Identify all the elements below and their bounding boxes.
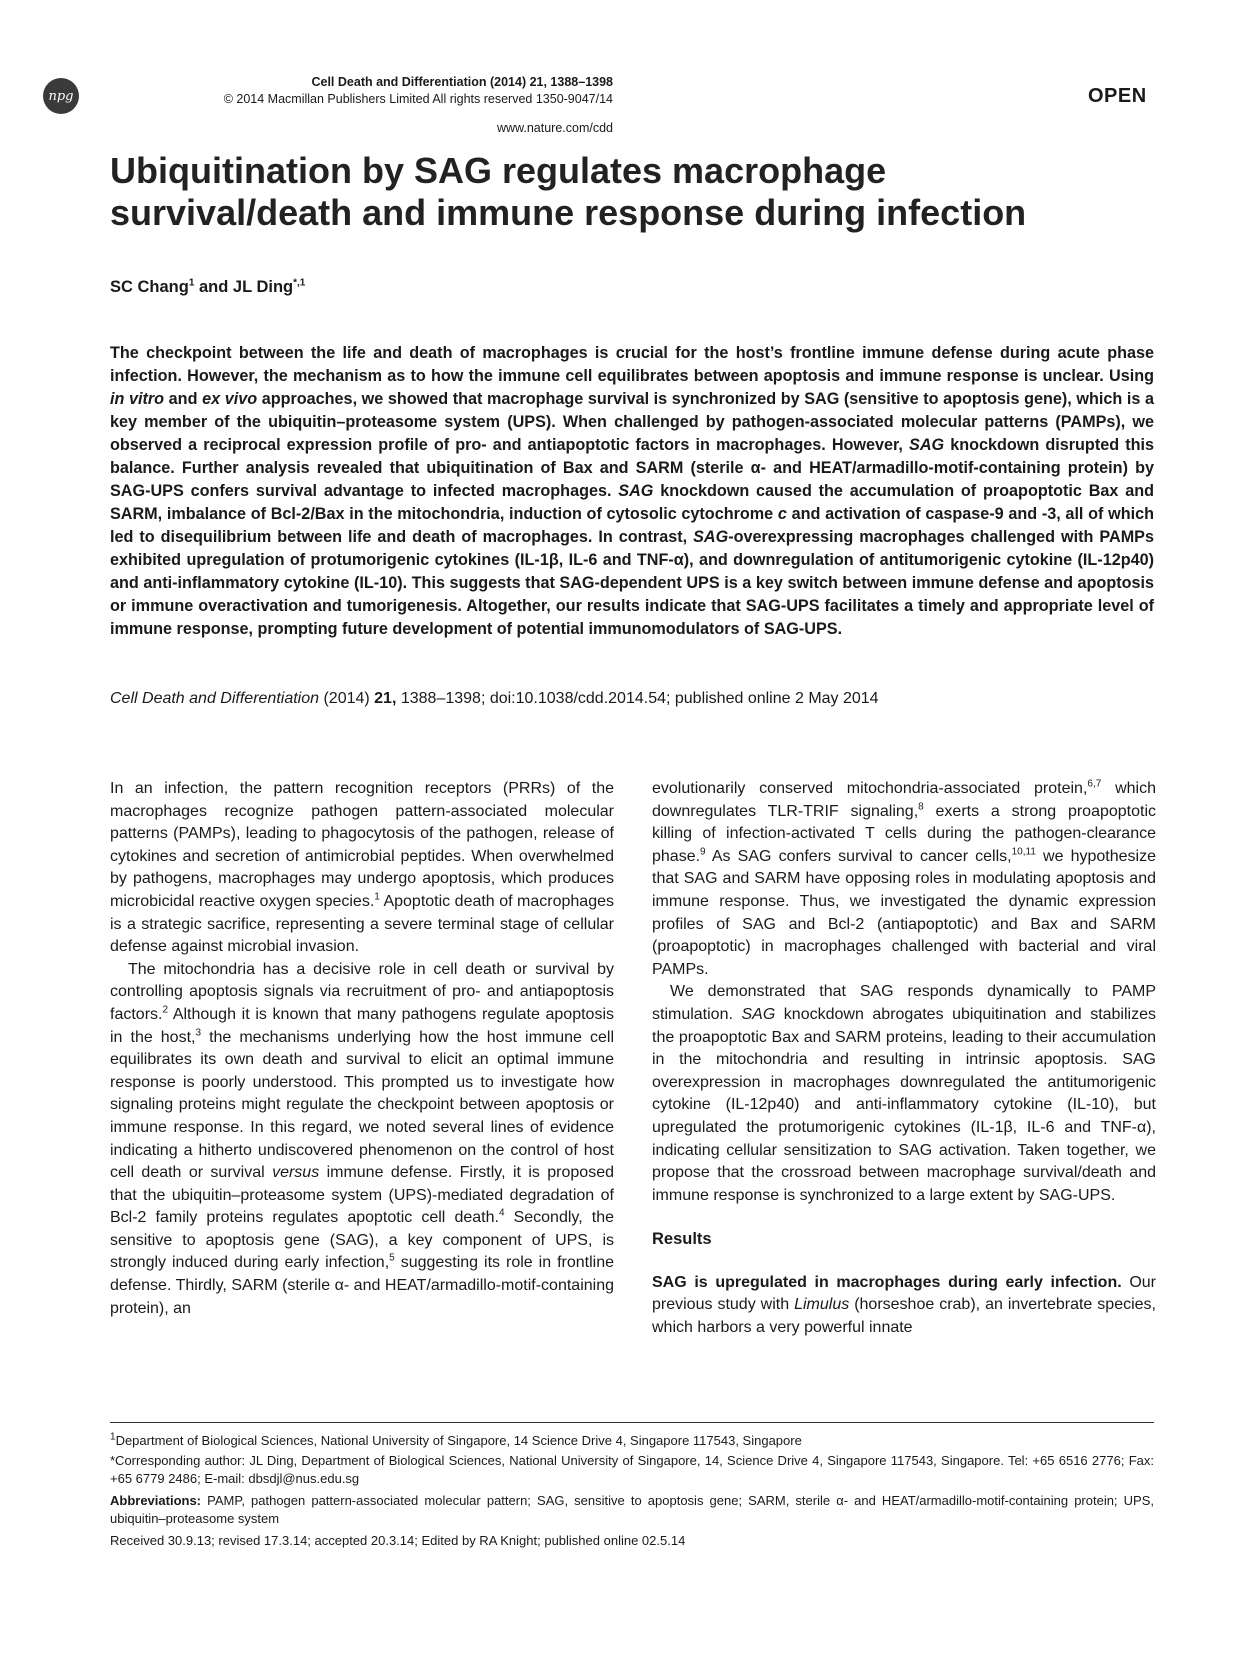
copyright-line: © 2014 Macmillan Publishers Limited All rights reserved 1350-9047/14	[223, 92, 613, 106]
abstract-italic: ex vivo	[202, 390, 258, 408]
open-access-label: OPEN	[1088, 85, 1147, 107]
citation-volume: 21,	[374, 690, 397, 707]
reference-mark: 4	[498, 1207, 505, 1219]
subsection-heading: SAG is upregulated in macrophages during early infection.	[652, 1273, 1122, 1291]
reference-mark: 3	[195, 1027, 202, 1039]
received-footnote: Received 30.9.13; revised 17.3.14; accepted 20.3.14; Edited by RA Knight; published online 02.5.14	[110, 1533, 686, 1548]
abstract-italic: SAG	[909, 436, 945, 454]
citation-year: (2014)	[319, 690, 375, 707]
abstract-text: and	[164, 390, 203, 408]
abstract-text: The checkpoint between the life and death of macrophages is crucial for the host’s frontline immune defense during acute phase infection. However, the mechanism as to how the immune cell equilibrates between apoptosis and immune response is unclear. Using	[110, 344, 1154, 385]
citation-details: 1388–1398; doi:10.1038/cdd.2014.54; published online 2 May 2014	[396, 690, 879, 707]
reference-mark: 5	[389, 1253, 395, 1265]
footnote-divider	[110, 1422, 1154, 1423]
journal-url[interactable]: www.nature.com/cdd	[496, 121, 613, 135]
author-affiliation-mark: *,1	[293, 277, 306, 289]
abbreviations-label: Abbreviations:	[110, 1493, 202, 1508]
abstract-italic: SAG	[618, 482, 654, 500]
section-heading-results: Results	[652, 1230, 712, 1249]
body-paragraph: In an infection, the pattern recognition receptors (PRRs) of the macrophages recognize pathogen pattern-associated molecular patterns (PAMPs), leading to phagocytosis of the pathogen, release of cytokines and secretion of antimicrobial peptides. When overwhelmed by pathogens, macrophages may undergo apoptosis, which produces microbicidal reactive oxygen species.$^1$ Apoptotic death of macrophages is a strategic sacrifice, representing a severe terminal stage of cellular defense against microbial invasion.	[110, 780, 614, 956]
body-paragraph: evolutionarily conserved mitochondria-associated protein,$^{6,7}$ which downregulates TLR-TRIF signaling,$^8$ exerts a strong proapoptotic killing of infection-activated T cells during the pathogen-clearance phase.$^9$ As SAG confers survival to cancer cells,$^{10,11}$ we hypothesize that SAG and SARM have opposing roles in modulating apoptosis and immune response. Thus, we investigated the dynamic expression profiles of SAG and Bcl-2 (antiapoptotic) and Bax and SARM (proapoptotic) in macrophages challenged with bacterial and viral PAMPs.	[652, 778, 1157, 978]
author-separator: and	[194, 278, 233, 296]
body-column-left	[110, 778, 614, 1320]
reference-mark: 6,7	[1087, 778, 1102, 790]
body-paragraph: We demonstrated that SAG responds dynamically to PAMP stimulation. SAG knockdown abrogates ubiquitination and stabilizes the proapoptotic Bax and SARM proteins, leading to their accumulation in the mitochondria and resulting in intrinsic apoptosis. SAG overexpression in macrophages downregulated the antitumorigenic cytokine (IL-12p40) and anti-inflammatory cytokine (IL-10), but upregulated the protumorigenic cytokines (IL-1β, IL-6 and TNF-α), indicating cellular sensitization to SAG activation. Taken together, we propose that the crossroad between macrophage survival/death and immune response is synchronized to a large extent by SAG-UPS.	[652, 983, 1156, 1204]
abstract-text: knockdown disrupted this balance. Further analysis revealed that ubiquitination of Bax and SARM (sterile α- and HEAT/armadillo-motif-containing protein) by SAG-UPS confers survival advantage to infected macrophages.	[110, 436, 1154, 500]
abbreviations-footnote: Abbreviations: PAMP, pathogen pattern-associated molecular pattern; SAG, sensitive to apoptosis gene; SARM, sterile α- and HEAT/armadillo-motif-containing protein; UPS, ubiquitin–proteasome system	[110, 1493, 1154, 1526]
abstract-text: approaches, we showed that macrophage survival is synchronized by SAG (sensitive to apoptosis gene), which is a key member of the ubiquitin–proteasome system (UPS). When challenged by pathogen-associated molecular patterns (PAMPs), we observed a reciprocal expression profile of pro- and antiapoptotic factors in macrophages. However,	[110, 390, 1154, 454]
author-affiliation-mark: 1	[188, 277, 195, 289]
journal-citation: Cell Death and Differentiation (2014) 21, 1388–1398	[311, 75, 613, 89]
author-name: SC Chang	[110, 278, 189, 296]
abstract-text: knockdown caused the accumulation of proapoptotic Bax and SARM, imbalance of Bcl-2/Bax in the mitochondria, induction of cytosolic cytochrome	[110, 482, 1154, 523]
corresponding-author-footnote: *Corresponding author: JL Ding, Department of Biological Sciences, National University of Singapore, 14, Science Drive 4, Singapore 117543, Singapore. Tel: +65 6516 2776; Fax: +65 6779 2486; E-mail: dbsdjl@nus.edu.sg	[110, 1453, 1154, 1486]
reference-mark: 2	[162, 1004, 169, 1016]
article-citation	[110, 690, 879, 708]
body-paragraph: SAG is upregulated in macrophages during early infection. Our previous study with Limulus (horseshoe crab), an invertebrate species, which harbors a very powerful innate	[652, 1273, 1156, 1337]
reference-mark: 1	[374, 891, 380, 903]
abstract-text: -overexpressing macrophages challenged with PAMPs exhibited upregulation of protumorigenic cytokines (IL-1β, IL-6 and TNF-α), and downregulation of antitumorigenic cytokine (IL-12p40) and anti-inflammatory cytokine (IL-10). This suggests that SAG-dependent UPS is a key switch between immune defense and apoptosis or immune overactivation and tumorigenesis. Altogether, our results indicate that SAG-UPS facilitates a timely and appropriate level of immune response, prompting future development of potential immunomodulators of SAG-UPS.	[110, 528, 1154, 638]
abstract-italic: c	[777, 505, 787, 523]
journal-line	[130, 74, 613, 90]
author-list	[110, 278, 305, 297]
abstract-italic: SAG	[693, 528, 729, 546]
abstract-italic: in vitro	[110, 390, 165, 408]
abstract-text: and activation of caspase-9 and -3, all of which led to disequilibrium between life and death of macrophages. In contrast,	[110, 505, 1154, 546]
body-paragraph: The mitochondria has a decisive role in cell death or survival by controlling apoptosis signals via recruitment of pro- and antiapoptosis factors.$^2$ Although it is known that many pathogens regulate apoptosis in the host,$^3$ the mechanisms underlying how the host immune cell equilibrates its own death and survival to elicit an optimal immune response is poorly understood. This prompted us to investigate how signaling proteins might regulate the checkpoint between apoptosis or immune response. In this regard, we noted several lines of evidence indicating a hitherto undiscovered phenomenon on the control of host cell death or survival versus immune defense. Firstly, it is proposed that the ubiquitin–proteasome system (UPS)-mediated degradation of Bcl-2 family proteins regulates apoptotic cell death.$^4$ Secondly, the sensitive to apoptosis gene (SAG), a key component of UPS, is strongly induced during early infection,$^5$ suggesting its role in frontline defense. Thirdly, SARM (sterile α- and HEAT/armadillo-motif-containing protein), an	[110, 960, 615, 1317]
reference-mark: 8	[918, 801, 924, 813]
article-title	[110, 150, 1170, 234]
reference-mark: 10,11	[1011, 846, 1036, 858]
author-name: JL Ding	[232, 278, 294, 296]
title-line-1: Ubiquitination by SAG regulates macrophage	[110, 150, 887, 191]
abstract	[110, 342, 1154, 641]
affiliation-mark: 1	[110, 1431, 116, 1443]
citation-journal: Cell Death and Differentiation	[110, 690, 320, 707]
title-line-2: survival/death and immune response during infection	[110, 192, 1027, 233]
affiliation-footnote: $^1$Department of Biological Sciences, National University of Singapore, 14 Science Drive 4, Singapore 117543, Singapore	[110, 1431, 802, 1448]
reference-mark: 9	[700, 846, 706, 858]
publisher-logo: npg	[43, 78, 79, 114]
body-column-right	[652, 778, 1156, 1340]
